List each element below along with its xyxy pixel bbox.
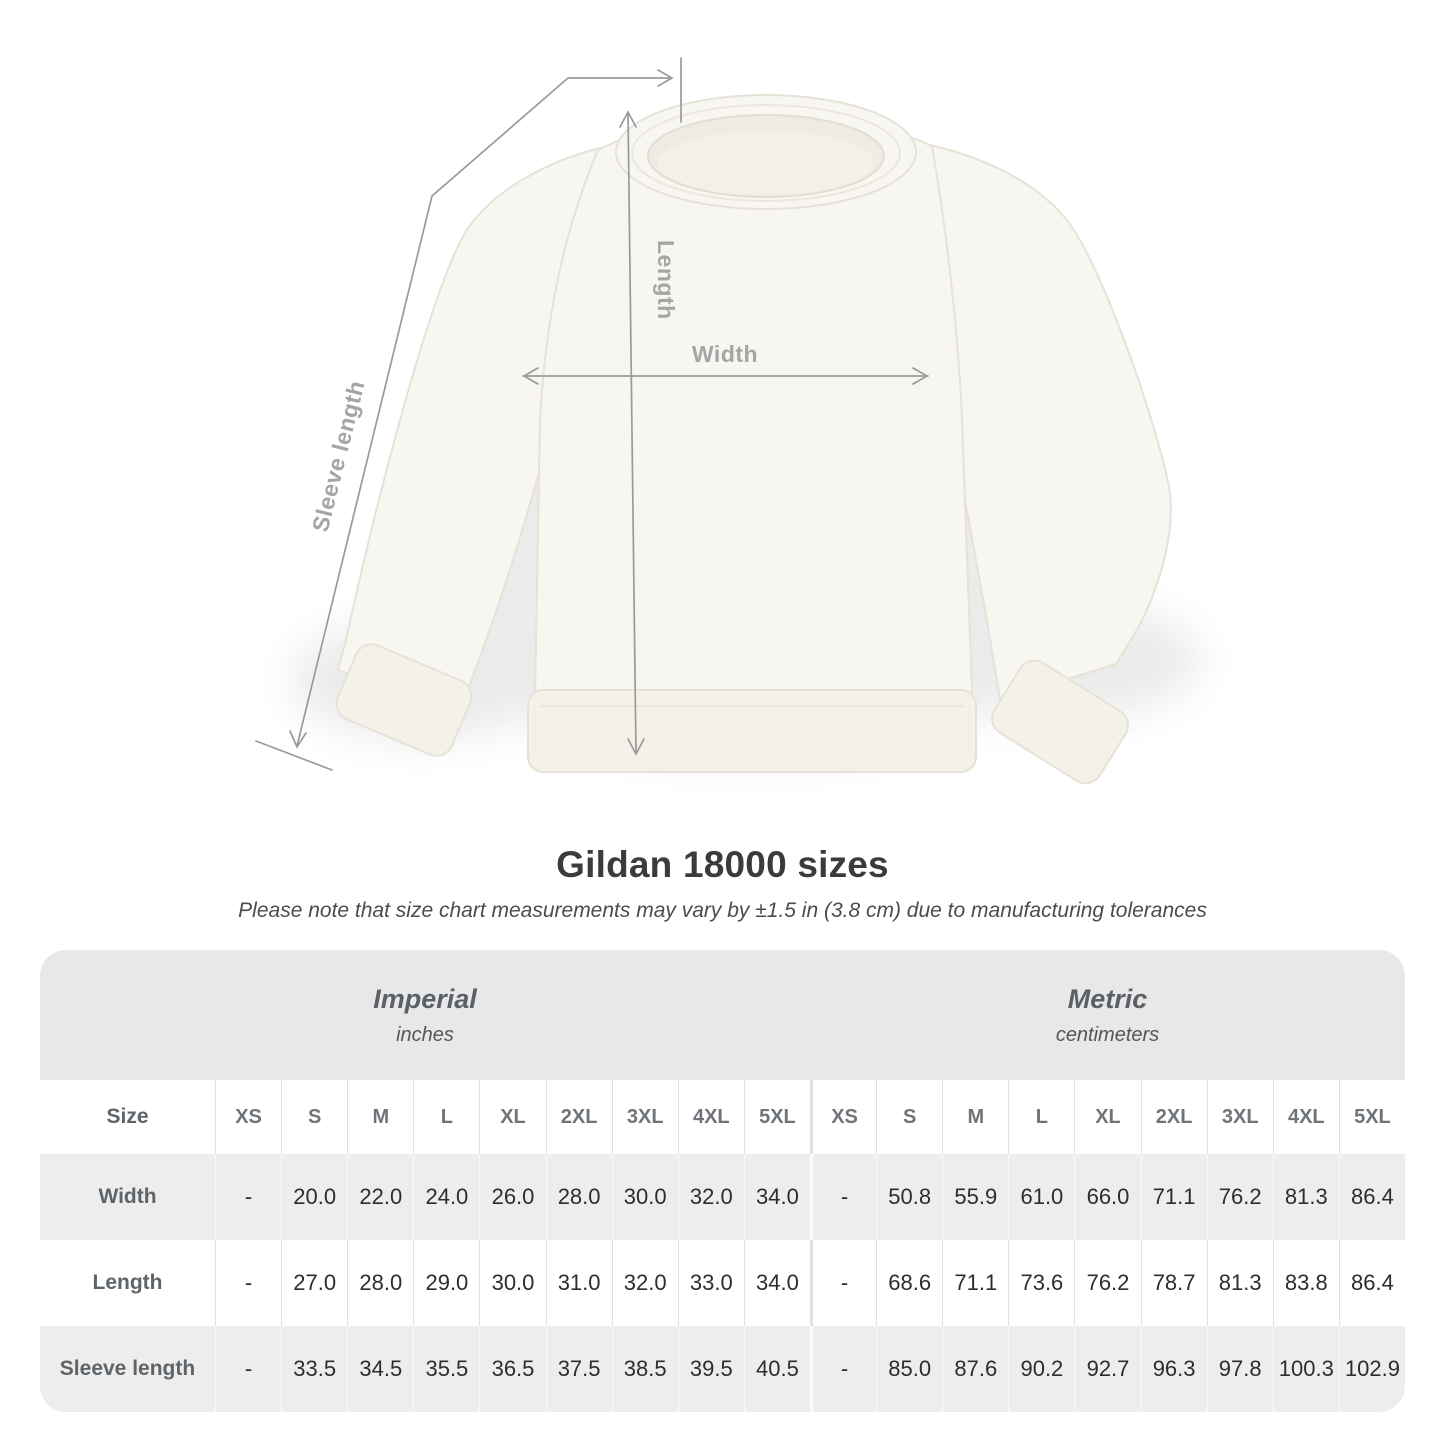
- metric-label: Metric: [1067, 983, 1148, 1014]
- size-col-header-imperial: 3XL: [612, 1080, 678, 1154]
- measurement-cell-metric: 100.3: [1273, 1326, 1339, 1412]
- metric-unit-header: [810, 950, 1405, 1080]
- measurement-cell-metric: 86.4: [1339, 1154, 1405, 1240]
- measurement-cell-imperial: 39.5: [678, 1326, 744, 1412]
- size-col-header-metric: 4XL: [1273, 1080, 1339, 1154]
- size-col-header-imperial: M: [347, 1080, 413, 1154]
- measurement-cell-metric: 92.7: [1074, 1326, 1140, 1412]
- measurement-cell-metric: 81.3: [1207, 1240, 1273, 1326]
- measurement-cell-metric: 81.3: [1273, 1154, 1339, 1240]
- measurement-cell-metric: -: [810, 1154, 876, 1240]
- measurement-cell-imperial: -: [215, 1154, 281, 1240]
- measurement-cell-imperial: 37.5: [546, 1326, 612, 1412]
- measurement-cell-imperial: 34.0: [744, 1154, 810, 1240]
- unit-header-band: [40, 950, 1405, 1080]
- measurement-cell-imperial: 29.0: [413, 1240, 479, 1326]
- size-corner-label: Size: [40, 1080, 215, 1154]
- size-grid: [40, 1080, 1405, 1412]
- size-col-header-metric: L: [1008, 1080, 1074, 1154]
- sweatshirt-illustration: [331, 95, 1171, 790]
- measurement-cell-imperial: 32.0: [678, 1154, 744, 1240]
- measurement-cell-metric: -: [810, 1326, 876, 1412]
- size-col-header-metric: S: [876, 1080, 942, 1154]
- measurement-cell-imperial: 34.5: [347, 1326, 413, 1412]
- measurement-cell-imperial: 30.0: [612, 1154, 678, 1240]
- measurement-cell-imperial: 33.0: [678, 1240, 744, 1326]
- imperial-unit: inches: [396, 1023, 454, 1046]
- measurement-cell-imperial: 35.5: [413, 1326, 479, 1412]
- measurement-cell-metric: 50.8: [876, 1154, 942, 1240]
- size-col-header-metric: M: [942, 1080, 1008, 1154]
- measurement-cell-metric: -: [810, 1240, 876, 1326]
- size-col-header-imperial: XL: [479, 1080, 545, 1154]
- measurement-cell-metric: 90.2: [1008, 1326, 1074, 1412]
- size-col-header-imperial: 4XL: [678, 1080, 744, 1154]
- measurement-cell-imperial: 20.0: [281, 1154, 347, 1240]
- measurement-cell-metric: 66.0: [1074, 1154, 1140, 1240]
- measurement-cell-imperial: 34.0: [744, 1240, 810, 1326]
- length-measure-label: Length: [653, 240, 679, 320]
- row-label: Width: [40, 1154, 215, 1240]
- metric-unit: centimeters: [1055, 1023, 1160, 1046]
- measurement-cell-metric: 87.6: [942, 1326, 1008, 1412]
- measurement-cell-imperial: 30.0: [479, 1240, 545, 1326]
- size-col-header-metric: 2XL: [1141, 1080, 1207, 1154]
- measurement-cell-metric: 76.2: [1074, 1240, 1140, 1326]
- measurement-cell-imperial: -: [215, 1326, 281, 1412]
- measurement-cell-imperial: 31.0: [546, 1240, 612, 1326]
- measurement-cell-imperial: 27.0: [281, 1240, 347, 1326]
- size-table: [40, 950, 1405, 1412]
- measurement-cell-metric: 85.0: [876, 1326, 942, 1412]
- size-col-header-imperial: L: [413, 1080, 479, 1154]
- measurement-cell-metric: 102.9: [1339, 1326, 1405, 1412]
- measurement-cell-imperial: 33.5: [281, 1326, 347, 1412]
- size-col-header-imperial: 5XL: [744, 1080, 810, 1154]
- measurement-cell-metric: 71.1: [1141, 1154, 1207, 1240]
- size-col-header-imperial: XS: [215, 1080, 281, 1154]
- size-col-header-imperial: S: [281, 1080, 347, 1154]
- measurement-cell-imperial: 32.0: [612, 1240, 678, 1326]
- row-label: Sleeve length: [40, 1326, 215, 1412]
- imperial-unit-header: [40, 950, 810, 1080]
- measurement-cell-metric: 96.3: [1141, 1326, 1207, 1412]
- measurement-cell-imperial: 28.0: [546, 1154, 612, 1240]
- title-block: [0, 844, 1445, 923]
- measurement-cell-metric: 61.0: [1008, 1154, 1074, 1240]
- sleeve-measure-label: Sleeve length: [306, 377, 370, 535]
- measurement-cell-imperial: 26.0: [479, 1154, 545, 1240]
- measurement-cell-metric: 78.7: [1141, 1240, 1207, 1326]
- measurement-cell-imperial: 36.5: [479, 1326, 545, 1412]
- row-label: Length: [40, 1240, 215, 1326]
- size-col-header-metric: XL: [1074, 1080, 1140, 1154]
- measurement-cell-imperial: 38.5: [612, 1326, 678, 1412]
- measurement-cell-imperial: 22.0: [347, 1154, 413, 1240]
- size-col-header-metric: XS: [810, 1080, 876, 1154]
- measurement-cell-metric: 83.8: [1273, 1240, 1339, 1326]
- measurement-cell-metric: 76.2: [1207, 1154, 1273, 1240]
- measurement-cell-metric: 97.8: [1207, 1326, 1273, 1412]
- measurement-cell-imperial: 28.0: [347, 1240, 413, 1326]
- hem-band: [528, 690, 976, 772]
- measurement-cell-imperial: 40.5: [744, 1326, 810, 1412]
- measurement-cell-imperial: -: [215, 1240, 281, 1326]
- measurement-cell-metric: 55.9: [942, 1154, 1008, 1240]
- measurement-cell-imperial: 24.0: [413, 1154, 479, 1240]
- measurement-cell-metric: 73.6: [1008, 1240, 1074, 1326]
- tolerance-note: Please note that size chart measurements may vary by ±1.5 in (3.8 cm) due to manufacturing tolerances: [238, 899, 1207, 922]
- size-col-header-metric: 3XL: [1207, 1080, 1273, 1154]
- size-col-header-metric: 5XL: [1339, 1080, 1405, 1154]
- imperial-label: Imperial: [373, 983, 477, 1014]
- measurement-cell-metric: 71.1: [942, 1240, 1008, 1326]
- size-col-header-imperial: 2XL: [546, 1080, 612, 1154]
- measurement-cell-metric: 86.4: [1339, 1240, 1405, 1326]
- width-measure-label: Width: [691, 341, 759, 367]
- measurement-cell-metric: 68.6: [876, 1240, 942, 1326]
- page-title: Gildan 18000 sizes: [556, 844, 889, 885]
- collar-back: [658, 131, 874, 195]
